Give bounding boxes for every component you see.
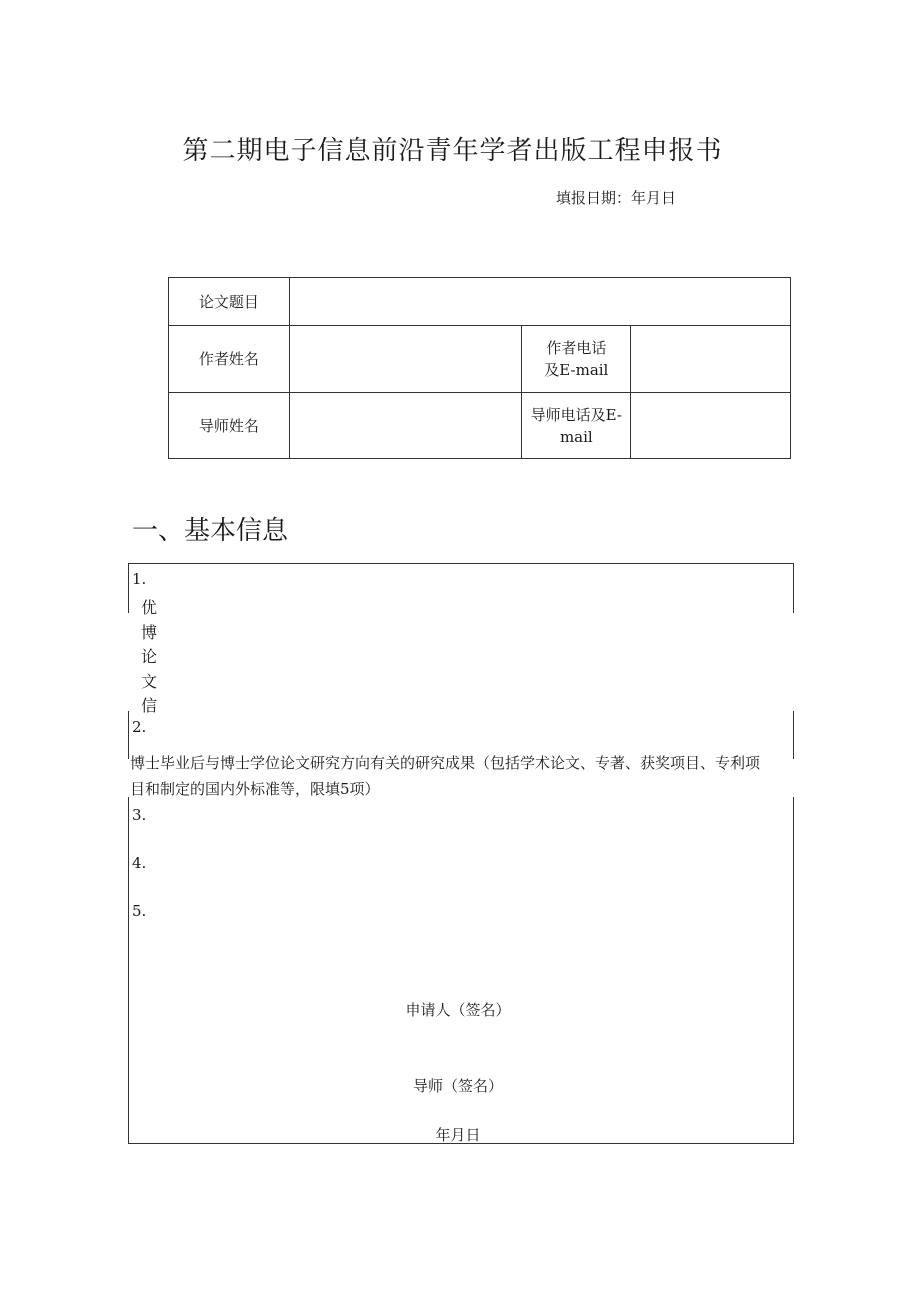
vertical-char: 文	[140, 671, 157, 691]
paper-title-field[interactable]	[289, 278, 790, 326]
item-4-number: 4.	[132, 854, 147, 872]
item-2-number: 2.	[132, 718, 147, 736]
paper-title-label: 论文题目	[169, 278, 290, 326]
advisor-name-field[interactable]	[289, 393, 522, 459]
table-row	[169, 326, 791, 393]
vertical-char: 信	[140, 696, 157, 715]
advisor-name-label: 导师姓名	[169, 393, 290, 459]
table-row	[169, 393, 791, 459]
fill-date: 填报日期：年月日	[556, 189, 677, 207]
vertical-char: 博	[140, 622, 157, 642]
author-contact-label-line1: 作者电话	[546, 339, 607, 357]
item-1-number: 1.	[132, 570, 147, 588]
advisor-contact-label	[522, 393, 631, 459]
table-row	[169, 278, 791, 326]
vertical-char: 论	[140, 647, 157, 666]
box-right-border	[793, 797, 794, 1144]
item-1-vertical-text	[140, 596, 158, 719]
vertical-char: 优	[140, 598, 157, 617]
advisor-contact-label-line1: 导师电话及E-	[530, 405, 622, 424]
box-top-border	[128, 563, 794, 564]
applicant-signature: 申请人（签名）	[405, 1001, 511, 1019]
box-left-border	[128, 563, 129, 613]
info-table	[168, 277, 791, 459]
author-contact-label	[522, 326, 631, 393]
box-left-border	[128, 797, 129, 1144]
item-5-number: 5.	[132, 902, 147, 920]
box-left-border	[128, 711, 129, 759]
item-3-number: 3.	[132, 806, 147, 824]
author-contact-label-line2: 及E-mail	[544, 361, 609, 379]
box-right-border	[793, 563, 794, 613]
author-name-label: 作者姓名	[169, 326, 290, 393]
section-title: 一、基本信息	[132, 516, 289, 546]
advisor-contact-label-line2: mail	[559, 427, 593, 446]
author-name-field[interactable]	[289, 326, 522, 393]
item-2-description: 博士毕业后与博士学位论文研究方向有关的研究成果（包括学术论文、专著、获奖项目、专利项目和制定的国内外标准等，限填5项）	[130, 754, 761, 798]
advisor-contact-field[interactable]	[631, 393, 791, 459]
author-contact-field[interactable]	[631, 326, 791, 393]
box-right-border	[793, 711, 794, 759]
page-title: 第二期电子信息前沿青年学者出版工程申报书	[182, 136, 723, 166]
advisor-signature: 导师（签名）	[412, 1077, 503, 1095]
signature-date: 年月日	[435, 1126, 481, 1144]
